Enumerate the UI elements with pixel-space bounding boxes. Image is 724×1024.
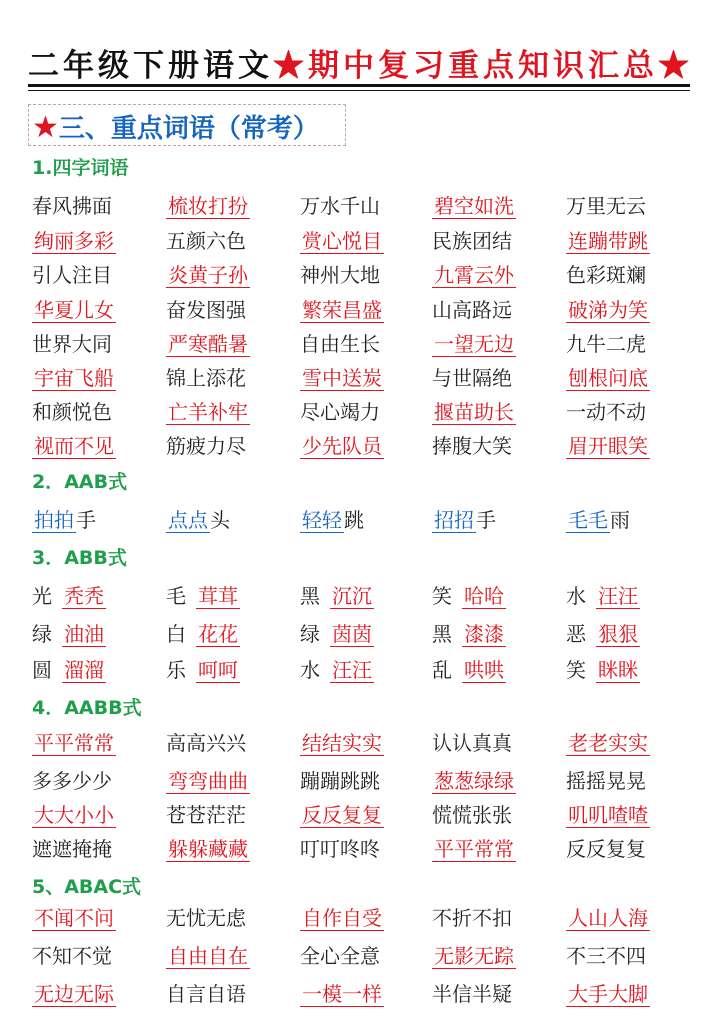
word: 苍苍茫茫 <box>166 803 246 827</box>
word-item <box>32 766 112 796</box>
word-item <box>566 505 630 535</box>
key-word: 无影无踪 <box>434 944 514 968</box>
key-word: 一模一样 <box>302 982 382 1006</box>
word: 民族团结 <box>432 229 512 253</box>
word-item <box>32 295 116 325</box>
word-item <box>300 260 380 290</box>
word-tail: 雨 <box>610 508 630 532</box>
key-word: 老老实实 <box>568 731 648 755</box>
word-item <box>566 363 650 393</box>
key-word: 刨根问底 <box>568 366 648 390</box>
word-item <box>300 191 380 221</box>
word-item <box>300 941 380 971</box>
key-word: 破涕为笑 <box>568 298 648 322</box>
key-word: 亡羊补牢 <box>168 400 248 424</box>
word: 半信半疑 <box>432 982 512 1006</box>
word: 锦上添花 <box>166 366 246 390</box>
word-item <box>32 226 116 256</box>
word-item <box>566 766 646 796</box>
word-row <box>0 903 724 935</box>
word-item <box>566 800 650 830</box>
word-item <box>432 655 506 685</box>
word-item <box>300 655 374 685</box>
word-item <box>432 766 516 796</box>
word: 五颜六色 <box>166 229 246 253</box>
key-word: 哈哈 <box>464 584 504 608</box>
word-item <box>32 329 112 359</box>
key-word: 华夏儿女 <box>34 298 114 322</box>
word-item <box>166 363 246 393</box>
key-word: 炎黄子孙 <box>168 263 248 287</box>
word-item <box>32 655 106 685</box>
key-word: 绚丽多彩 <box>34 229 114 253</box>
word: 反反复复 <box>566 837 646 861</box>
word-item <box>32 581 106 611</box>
word-item <box>300 581 374 611</box>
key-word: 拍拍 <box>34 508 74 532</box>
word: 尽心竭力 <box>300 400 380 424</box>
key-word: 自由自在 <box>168 944 248 968</box>
key-word: 呵呵 <box>198 658 238 682</box>
word-item <box>166 619 240 649</box>
key-word: 汪汪 <box>332 658 372 682</box>
word-row <box>0 329 724 361</box>
word: 筋疲力尽 <box>166 434 246 458</box>
section-heading <box>32 108 319 144</box>
word: 摇摇晃晃 <box>566 769 646 793</box>
word: 不折不扣 <box>432 906 512 930</box>
word-item <box>300 979 384 1009</box>
key-word: 躲躲藏藏 <box>168 837 248 861</box>
key-word: 九霄云外 <box>434 263 514 287</box>
subheading-abb: 3．ABB式 <box>32 547 127 569</box>
word-head: 水 <box>300 658 320 682</box>
key-word: 油油 <box>64 622 104 646</box>
word: 色彩斑斓 <box>566 263 646 287</box>
word: 无忧无虑 <box>166 906 246 930</box>
word: 世界大同 <box>32 332 112 356</box>
word-item <box>32 834 112 864</box>
word-row <box>0 581 724 613</box>
word-item <box>566 581 640 611</box>
word-item <box>432 431 512 461</box>
word-row <box>0 728 724 760</box>
word-item <box>166 834 250 864</box>
key-word: 繁荣昌盛 <box>302 298 382 322</box>
word-head: 乐 <box>166 658 186 682</box>
word-row <box>0 397 724 429</box>
word: 自由生长 <box>300 332 380 356</box>
word: 引人注目 <box>32 263 112 287</box>
word-item <box>300 363 384 393</box>
word-item <box>300 766 380 796</box>
word-item <box>432 191 516 221</box>
key-word: 狠狠 <box>598 622 638 646</box>
star-icon: ★ <box>32 110 59 145</box>
word-item <box>300 226 384 256</box>
word-item <box>166 295 246 325</box>
key-word: 赏心悦目 <box>302 229 382 253</box>
word-item <box>566 619 640 649</box>
key-word: 严寒酷暑 <box>168 332 248 356</box>
word-row <box>0 260 724 292</box>
key-word: 葱葱绿绿 <box>434 769 514 793</box>
key-word: 茵茵 <box>332 622 372 646</box>
key-word: 结结实实 <box>302 731 382 755</box>
word-item <box>166 397 250 427</box>
word-item <box>300 728 384 758</box>
word-item <box>300 800 384 830</box>
word-item <box>300 834 380 864</box>
key-word: 轻轻 <box>302 508 342 532</box>
word-item <box>566 941 646 971</box>
subheading-abac: 5、ABAC式 <box>32 876 142 898</box>
word: 一动不动 <box>566 400 646 424</box>
word-head: 毛 <box>166 584 186 608</box>
word: 遮遮掩掩 <box>32 837 112 861</box>
word-item <box>166 505 230 535</box>
key-word: 沉沉 <box>332 584 372 608</box>
key-word: 漆漆 <box>464 622 504 646</box>
word-item <box>32 505 96 535</box>
word-item <box>32 260 112 290</box>
word-head: 圆 <box>32 658 52 682</box>
key-word: 不闻不问 <box>34 906 114 930</box>
word: 慌慌张张 <box>432 803 512 827</box>
key-word: 宇宙飞船 <box>34 366 114 390</box>
word-head: 恶 <box>566 622 586 646</box>
key-word: 哄哄 <box>464 658 504 682</box>
word-item <box>432 397 516 427</box>
word-item <box>300 619 374 649</box>
word-item <box>32 363 116 393</box>
word-item <box>566 903 650 933</box>
word-item <box>166 191 250 221</box>
key-word: 大大小小 <box>34 803 114 827</box>
word-row <box>0 800 724 832</box>
word-item <box>566 431 650 461</box>
key-word: 大手大脚 <box>568 982 648 1006</box>
word-item <box>300 431 384 461</box>
word-item <box>432 329 516 359</box>
word-item <box>432 363 512 393</box>
word-item <box>566 191 646 221</box>
title-rule-thin <box>28 90 690 91</box>
word-item <box>566 260 646 290</box>
word: 不三不四 <box>566 944 646 968</box>
word-item <box>166 800 246 830</box>
word-row <box>0 619 724 651</box>
key-word: 溜溜 <box>64 658 104 682</box>
word-item <box>32 397 112 427</box>
key-word: 毛毛 <box>568 508 608 532</box>
word: 叮叮咚咚 <box>300 837 380 861</box>
key-word: 视而不见 <box>34 434 114 458</box>
word-item <box>566 329 646 359</box>
word-item <box>166 260 250 290</box>
word: 不知不觉 <box>32 944 112 968</box>
word-item <box>566 979 650 1009</box>
word-tail: 跳 <box>344 508 364 532</box>
key-word: 茸茸 <box>198 584 238 608</box>
key-word: 招招 <box>434 508 474 532</box>
word-item <box>432 979 512 1009</box>
key-word: 少先队员 <box>302 434 382 458</box>
word: 捧腹大笑 <box>432 434 512 458</box>
title-rule-thick <box>28 84 690 87</box>
word-tail: 手 <box>76 508 96 532</box>
key-word: 弯弯曲曲 <box>168 769 248 793</box>
key-word: 无边无际 <box>34 982 114 1006</box>
key-word: 连蹦带跳 <box>568 229 648 253</box>
word-head: 绿 <box>300 622 320 646</box>
word: 全心全意 <box>300 944 380 968</box>
word: 山高路远 <box>432 298 512 322</box>
word: 自言自语 <box>166 982 246 1006</box>
word-item <box>32 191 112 221</box>
word: 和颜悦色 <box>32 400 112 424</box>
word-item <box>166 766 250 796</box>
key-word: 花花 <box>198 622 238 646</box>
key-word: 叽叽喳喳 <box>568 803 648 827</box>
word-item <box>300 903 384 933</box>
word-item <box>566 728 650 758</box>
title-grade: 二年级下册语文 <box>28 48 273 84</box>
word-item <box>566 834 646 864</box>
key-word: 平平常常 <box>434 837 514 861</box>
title-topic: ★期中复习重点知识汇总★ <box>273 48 693 84</box>
key-word: 汪汪 <box>598 584 638 608</box>
word-head: 乱 <box>432 658 452 682</box>
word-item <box>166 329 250 359</box>
word-item <box>432 226 512 256</box>
key-word: 眉开眼笑 <box>568 434 648 458</box>
word-tail: 手 <box>476 508 496 532</box>
word-row <box>0 295 724 327</box>
word-item <box>166 431 246 461</box>
key-word: 一望无边 <box>434 332 514 356</box>
word-item <box>566 397 646 427</box>
word-row <box>0 766 724 798</box>
word-item <box>432 505 496 535</box>
key-word: 点点 <box>168 508 208 532</box>
word-item <box>432 581 506 611</box>
key-word: 碧空如洗 <box>434 194 514 218</box>
key-word: 自作自受 <box>302 906 382 930</box>
word: 万水千山 <box>300 194 380 218</box>
word-item <box>32 619 106 649</box>
word: 高高兴兴 <box>166 731 246 755</box>
key-word: 人山人海 <box>568 906 648 930</box>
word-item <box>32 728 116 758</box>
word-row <box>0 363 724 395</box>
word-head: 黑 <box>300 584 320 608</box>
word-head: 光 <box>32 584 52 608</box>
word: 奋发图强 <box>166 298 246 322</box>
word-item <box>32 431 116 461</box>
key-word: 揠苗助长 <box>434 400 514 424</box>
key-word: 反反复复 <box>302 803 382 827</box>
word-tail: 头 <box>210 508 230 532</box>
word-item <box>300 397 380 427</box>
section-heading-text: 三、重点词语（常考） <box>58 114 319 144</box>
key-word: 秃秃 <box>64 584 104 608</box>
key-word: 眯眯 <box>598 658 638 682</box>
word: 万里无云 <box>566 194 646 218</box>
word-item <box>166 941 250 971</box>
word-item <box>166 226 246 256</box>
word-item <box>32 800 116 830</box>
word-item <box>566 295 650 325</box>
subheading-aabb: 4．AABB式 <box>32 697 142 719</box>
word-row <box>0 834 724 866</box>
word-head: 黑 <box>432 622 452 646</box>
subheading-four-char: 1.四字词语 <box>32 157 129 179</box>
word-item <box>300 505 364 535</box>
key-word: 雪中送炭 <box>302 366 382 390</box>
word-row <box>0 979 724 1011</box>
word-item <box>432 800 512 830</box>
word-item <box>432 728 512 758</box>
page-title <box>28 40 698 84</box>
subheading-aab: 2．AAB式 <box>32 471 128 493</box>
word-item <box>566 226 650 256</box>
word-row <box>0 941 724 973</box>
word-item <box>300 329 380 359</box>
word-row <box>0 505 724 537</box>
word-item <box>432 260 516 290</box>
word: 认认真真 <box>432 731 512 755</box>
word: 多多少少 <box>32 769 112 793</box>
word-item <box>166 728 246 758</box>
word-item <box>166 979 246 1009</box>
word-head: 水 <box>566 584 586 608</box>
word-item <box>32 903 116 933</box>
word-item <box>300 295 384 325</box>
word: 神州大地 <box>300 263 380 287</box>
word-item <box>166 903 246 933</box>
word-head: 白 <box>166 622 186 646</box>
word-item <box>166 581 240 611</box>
key-word: 平平常常 <box>34 731 114 755</box>
word: 蹦蹦跳跳 <box>300 769 380 793</box>
word-item <box>432 295 512 325</box>
word-item <box>166 655 240 685</box>
word: 九牛二虎 <box>566 332 646 356</box>
word: 春风拂面 <box>32 194 112 218</box>
word: 与世隔绝 <box>432 366 512 390</box>
word-row <box>0 431 724 463</box>
word-row <box>0 191 724 223</box>
word-head: 笑 <box>432 584 452 608</box>
word-item <box>432 834 516 864</box>
word-item <box>566 655 640 685</box>
word-item <box>432 619 506 649</box>
word-item <box>32 941 112 971</box>
word-item <box>432 903 512 933</box>
word-row <box>0 226 724 258</box>
word-item <box>432 941 516 971</box>
word-row <box>0 655 724 687</box>
key-word: 梳妆打扮 <box>168 194 248 218</box>
word-head: 绿 <box>32 622 52 646</box>
word-head: 笑 <box>566 658 586 682</box>
word-item <box>32 979 116 1009</box>
